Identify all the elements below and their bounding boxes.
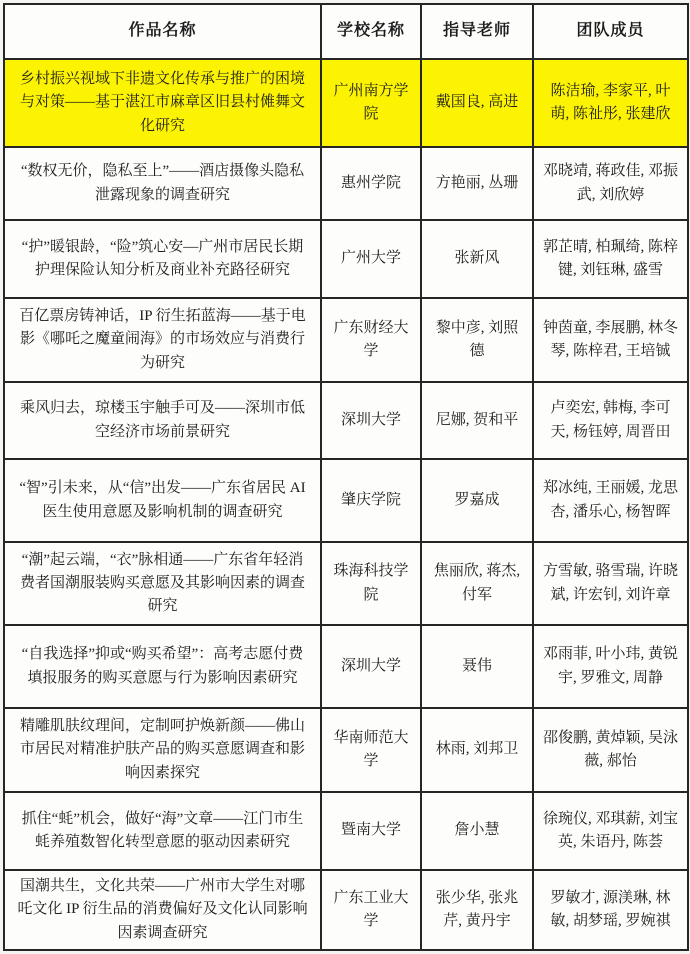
- table-row: [4, 870, 688, 950]
- work-title-cell: 乘风归去，琼楼玉宇触手可及——深圳市低空经济市场前景研究: [4, 382, 321, 459]
- work-title-cell: 国潮共生，文化共荣——广州市大学生对哪吒文化 IP 衍生品的消费偏好及文化认同影响因素调查研究: [4, 870, 321, 950]
- school-cell: 深圳大学: [321, 382, 421, 459]
- column-header-school: 学校名称: [321, 4, 421, 59]
- teacher-cell: 詹小慧: [421, 792, 533, 870]
- header-row: [4, 4, 688, 59]
- teacher-cell: 张新风: [421, 220, 533, 298]
- teacher-cell: 戴国良, 高进: [421, 59, 533, 147]
- table-row: [4, 298, 688, 382]
- teacher-cell: 张少华, 张兆芹, 黄丹宇: [421, 870, 533, 950]
- work-title-cell: 乡村振兴视域下非遗文化传承与推广的困境与对策——基于湛江市麻章区旧县村傩舞文化研究: [4, 59, 321, 147]
- members-cell: 邵俊鹏, 黄焯颖, 吴泳薇, 郝怡: [533, 708, 688, 792]
- school-cell: 深圳大学: [321, 625, 421, 708]
- teacher-cell: 焦丽欣, 蒋杰, 付军: [421, 542, 533, 625]
- members-cell: 郑冰纯, 王丽媛, 龙思杏, 潘乐心, 杨智晖: [533, 459, 688, 542]
- school-cell: 惠州学院: [321, 147, 421, 220]
- work-title-cell: “数权无价，隐私至上”——酒店摄像头隐私泄露现象的调查研究: [4, 147, 321, 220]
- results-table: [3, 3, 689, 951]
- table-row: [4, 708, 688, 792]
- school-cell: 华南师范大学: [321, 708, 421, 792]
- school-cell: 广东工业大学: [321, 870, 421, 950]
- table-row: [4, 382, 688, 459]
- teacher-cell: 黎中彦, 刘照德: [421, 298, 533, 382]
- members-cell: 罗敏才, 源渼琳, 林敏, 胡梦瑶, 罗婉祺: [533, 870, 688, 950]
- school-cell: 广州南方学院: [321, 59, 421, 147]
- members-cell: 邓雨菲, 叶小玮, 黄锐宇, 罗雅文, 周静: [533, 625, 688, 708]
- work-title-cell: “潮”起云端，“衣”脉相通——广东省年轻消费者国潮服装购买意愿及其影响因素的调查研究: [4, 542, 321, 625]
- teacher-cell: 方艳丽, 丛珊: [421, 147, 533, 220]
- members-cell: 徐琬仪, 邓琪薪, 刘宝英, 朱语丹, 陈荟: [533, 792, 688, 870]
- column-header-teacher: 指导老师: [421, 4, 533, 59]
- school-cell: 广州大学: [321, 220, 421, 298]
- table-row: [4, 459, 688, 542]
- school-cell: 广东财经大学: [321, 298, 421, 382]
- members-cell: 邓晓靖, 蒋政佳, 邓振武, 刘欣婷: [533, 147, 688, 220]
- teacher-cell: 林雨, 刘邦卫: [421, 708, 533, 792]
- table-row: [4, 147, 688, 220]
- table-row: [4, 542, 688, 625]
- work-title-cell: “自我选择”抑或“购买希望”：高考志愿付费填报服务的购买意愿与行为影响因素研究: [4, 625, 321, 708]
- members-cell: 卢奕宏, 韩梅, 李可天, 杨钰婷, 周晋田: [533, 382, 688, 459]
- work-title-cell: “智”引未来，从“信”出发——广东省居民 AI 医生使用意愿及影响机制的调查研究: [4, 459, 321, 542]
- work-title-cell: 精雕肌肤纹理间，定制呵护焕新颜——佛山市居民对精准护肤产品的购买意愿调查和影响因素探究: [4, 708, 321, 792]
- teacher-cell: 尼娜, 贺和平: [421, 382, 533, 459]
- work-title-cell: 抓住“蚝”机会，做好“海”文章——江门市生蚝养殖数智化转型意愿的驱动因素研究: [4, 792, 321, 870]
- teacher-cell: 罗嘉成: [421, 459, 533, 542]
- column-header-members: 团队成员: [533, 4, 688, 59]
- teacher-cell: 聂伟: [421, 625, 533, 708]
- work-title-cell: 百亿票房铸神话，IP 衍生拓蓝海——基于电影《哪吒之魔童闹海》的市场效应与消费行为研究: [4, 298, 321, 382]
- members-cell: 方雪敏, 骆雪瑞, 许晓斌, 许宏钊, 刘许章: [533, 542, 688, 625]
- column-header-work-title: 作品名称: [4, 4, 321, 59]
- table-row: [4, 59, 688, 147]
- table-row: [4, 625, 688, 708]
- members-cell: 陈洁瑜, 李家平, 叶萌, 陈祉彤, 张建欣: [533, 59, 688, 147]
- school-cell: 暨南大学: [321, 792, 421, 870]
- table-row: [4, 220, 688, 298]
- members-cell: 郭芷晴, 柏珮绮, 陈梓键, 刘钰琳, 盛雪: [533, 220, 688, 298]
- school-cell: 珠海科技学院: [321, 542, 421, 625]
- members-cell: 钟茵童, 李展鹏, 林冬琴, 陈梓君, 王培铖: [533, 298, 688, 382]
- table-row: [4, 792, 688, 870]
- school-cell: 肇庆学院: [321, 459, 421, 542]
- work-title-cell: “护”暖银龄，“险”筑心安—广州市居民长期护理保险认知分析及商业补充路径研究: [4, 220, 321, 298]
